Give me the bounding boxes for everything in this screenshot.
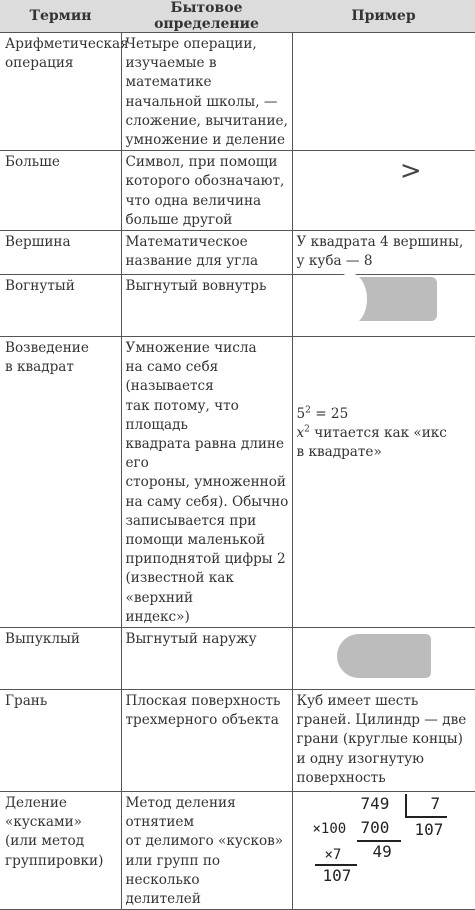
header-example: Пример: [292, 0, 475, 33]
table-row: [0, 151, 475, 231]
square-equation: $5^2 = 25$: [297, 405, 475, 424]
definition-cell: Математическое название для угла: [121, 231, 292, 275]
chunk1-label: ×100: [313, 820, 347, 839]
term-cell: Возведение в квадрат: [0, 337, 121, 628]
example-cell: [292, 151, 475, 231]
example-cell: $5^2 = 25$ $x^2$ читается как «икс в квадрате»: [292, 337, 475, 628]
total: 107: [323, 866, 352, 885]
term-cell: Деление «кусками» (или метод группировки): [0, 792, 121, 910]
chunk1: 700: [361, 818, 390, 837]
definition-cell: Метод деления отнятием от делимого «кусков» или групп по несколько делителей: [121, 792, 292, 910]
example-cell: [292, 33, 475, 151]
example-cell: Куб имеет шесть граней. Цилиндр — две грани (круглые концы) и одну изогнутую поверхность: [292, 690, 475, 792]
definition-cell: Плоская поверхность трехмерного объекта: [121, 690, 292, 792]
convex-shape: [337, 634, 431, 678]
chunk2-label: ×7: [325, 846, 342, 865]
dividend: 749: [361, 794, 390, 813]
term-cell: Вогнутый: [0, 275, 121, 337]
definition-cell: Четыре операции, изучаемые в математике начальной школы, — сложение, вычитание, умножение и деление: [121, 33, 292, 151]
square-reading: $x^2$ читается как «икс: [297, 424, 475, 443]
definition-cell: Символ, при помощи которого обозначают, что одна величина больше другой: [121, 151, 292, 231]
table-row: [0, 275, 475, 337]
example-cell: У квадрата 4 вершины, у куба — 8: [292, 231, 475, 275]
example-cell: [292, 792, 475, 910]
concave-shape: [353, 277, 437, 321]
table-row: [0, 792, 475, 910]
divisor: 7: [431, 794, 441, 813]
definition-cell: Умножение числа на само себя (называется так потому, что площадь квадрата равна длине его стороны, умноженной на саму себя). Обычно записывается при помощи маленькой приподнятой цифры 2 (известной как «верхний индекс»): [121, 337, 292, 628]
table-row: [0, 33, 475, 151]
header-term: Термин: [0, 0, 121, 33]
table-row: [0, 337, 475, 628]
term-cell: Вершина: [0, 231, 121, 275]
term-cell: Грань: [0, 690, 121, 792]
table-row: [0, 690, 475, 792]
term-cell: Больше: [0, 151, 121, 231]
term-cell: Выпуклый: [0, 628, 121, 690]
definition-cell: Выгнутый наружу: [121, 628, 292, 690]
example-cell: [292, 628, 475, 690]
term-cell: Арифметическая операция: [0, 33, 121, 151]
division-worked-example: [297, 792, 475, 890]
greater-than-symbol: >: [347, 151, 475, 191]
definition-cell: Выгнутый вовнутрь: [121, 275, 292, 337]
quotient: 107: [415, 820, 444, 839]
remainder: 49: [373, 842, 392, 861]
header-row: [0, 0, 475, 33]
example-cell: [292, 275, 475, 337]
header-definition: Бытовое определение: [121, 0, 292, 33]
table-row: [0, 628, 475, 690]
table-row: [0, 231, 475, 275]
